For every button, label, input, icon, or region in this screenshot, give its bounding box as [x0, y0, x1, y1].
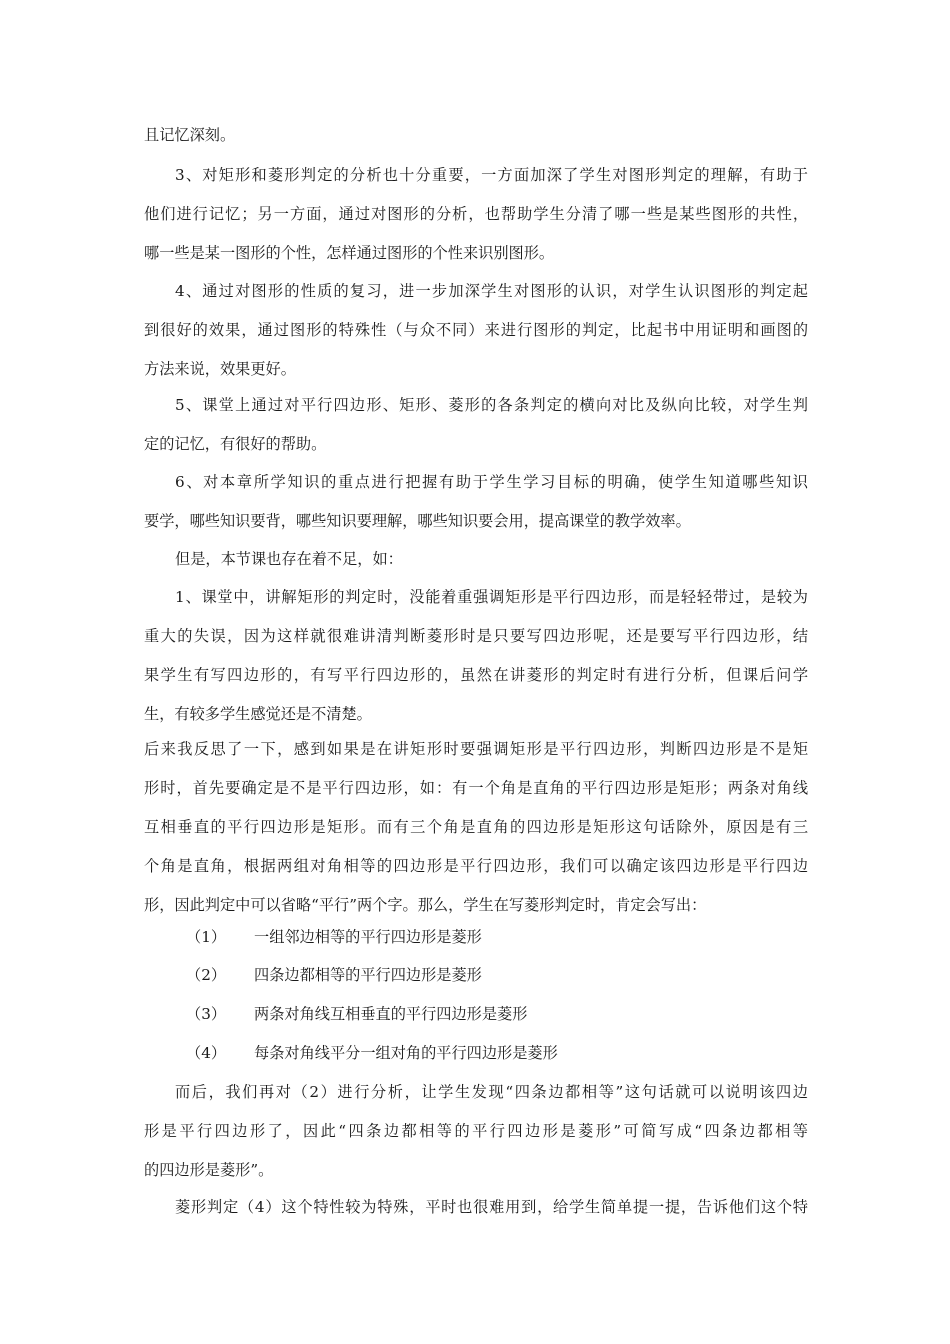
text-line: 形时，首先要确定是不是平行四边形，如：有一个角是直角的平行四边形是矩形；两条对角线: [144, 779, 808, 797]
list-item: [186, 995, 527, 1034]
list-text: 每条对角线平分一组对角的平行四边形是菱形: [254, 1044, 558, 1062]
paragraph: [144, 156, 808, 273]
paragraph: [144, 540, 808, 579]
list-item: [186, 918, 482, 957]
text-line: 哪一些是某一图形的个性，怎样通过图形的个性来识别图形。: [144, 244, 555, 262]
paragraph: [144, 272, 808, 389]
text-line: 菱形判定（4）这个特性较为特殊，平时也很难用到，给学生简单提一提，告诉他们这个特: [175, 1198, 808, 1216]
paragraph: [144, 116, 808, 155]
text-line: 个角是直角，根据两组对角相等的四边形是平行四边形，我们可以确定该四边形是平行四边: [144, 857, 808, 875]
text-line: 4、通过对图形的性质的复习，进一步加深学生对图形的认识，对学生认识图形的判定起: [175, 282, 808, 300]
paragraph: [144, 463, 808, 541]
list-item: [186, 956, 482, 995]
list-number: （2）: [186, 966, 227, 984]
paragraph: [144, 730, 808, 925]
text-line: 要学，哪些知识要背，哪些知识要理解，哪些知识要会用，提高课堂的教学效率。: [144, 512, 691, 530]
list-text: 两条对角线互相垂直的平行四边形是菱形: [254, 1005, 528, 1023]
text-line: 但是，本节课也存在着不足，如：: [175, 550, 403, 568]
text-line: 生，有较多学生感觉还是不清楚。: [144, 705, 372, 723]
paragraph: [144, 578, 808, 734]
text-line: 3、对矩形和菱形判定的分析也十分重要，一方面加深了学生对图形判定的理解，有助于: [175, 166, 808, 184]
text-line: 的四边形是菱形”。: [144, 1161, 274, 1179]
text-line: 后来我反思了一下，感到如果是在讲矩形时要强调矩形是平行四边形，判断四边形是不是矩: [144, 740, 808, 758]
list-item: [186, 1034, 558, 1073]
text-line: 果学生有写四边形的，有写平行四边形的，虽然在讲菱形的判定时有进行分析，但课后问学: [144, 666, 808, 684]
paragraph: [144, 1188, 808, 1227]
text-line: 定的记忆，有很好的帮助。: [144, 435, 327, 453]
text-line: 且记忆深刻。: [144, 126, 236, 144]
text-line: 互相垂直的平行四边形是矩形。而有三个角是直角的四边形是矩形这句话除外，原因是有三: [144, 818, 808, 836]
text-line: 到很好的效果，通过图形的特殊性（与众不同）来进行图形的判定，比起书中用证明和画图的: [144, 321, 808, 339]
text-line: 方法来说，效果更好。: [144, 360, 296, 378]
text-line: 他们进行记忆；另一方面，通过对图形的分析，也帮助学生分清了哪一些是某些图形的共性，: [144, 205, 808, 223]
text-line: 形，因此判定中可以省略“平行”两个字。那么，学生在写菱形判定时，肯定会写出：: [144, 896, 707, 914]
list-number: （3）: [186, 1005, 227, 1023]
text-line: 6、对本章所学知识的重点进行把握有助于学生学习目标的明确，使学生知道哪些知识: [175, 473, 808, 491]
text-line: 5、课堂上通过对平行四边形、矩形、菱形的各条判定的横向对比及纵向比较，对学生判: [175, 396, 808, 414]
text-line: 重大的失误，因为这样就很难讲清判断菱形时是只要写四边形呢，还是要写平行四边形，结: [144, 627, 808, 645]
text-line: 1、课堂中，讲解矩形的判定时，没能着重强调矩形是平行四边形，而是轻轻带过，是较为: [175, 588, 808, 606]
text-line: 形是平行四边形了，因此“四条边都相等的平行四边形是菱形”可简写成“四条边都相等: [144, 1122, 808, 1140]
list-number: （4）: [186, 1044, 227, 1062]
text-line: 而后，我们再对（2）进行分析，让学生发现“四条边都相等”这句话就可以说明该四边: [175, 1083, 808, 1101]
list-number: （1）: [186, 928, 227, 946]
list-text: 一组邻边相等的平行四边形是菱形: [254, 928, 482, 946]
paragraph: [144, 386, 808, 464]
paragraph: [144, 1073, 808, 1190]
list-text: 四条边都相等的平行四边形是菱形: [254, 966, 482, 984]
